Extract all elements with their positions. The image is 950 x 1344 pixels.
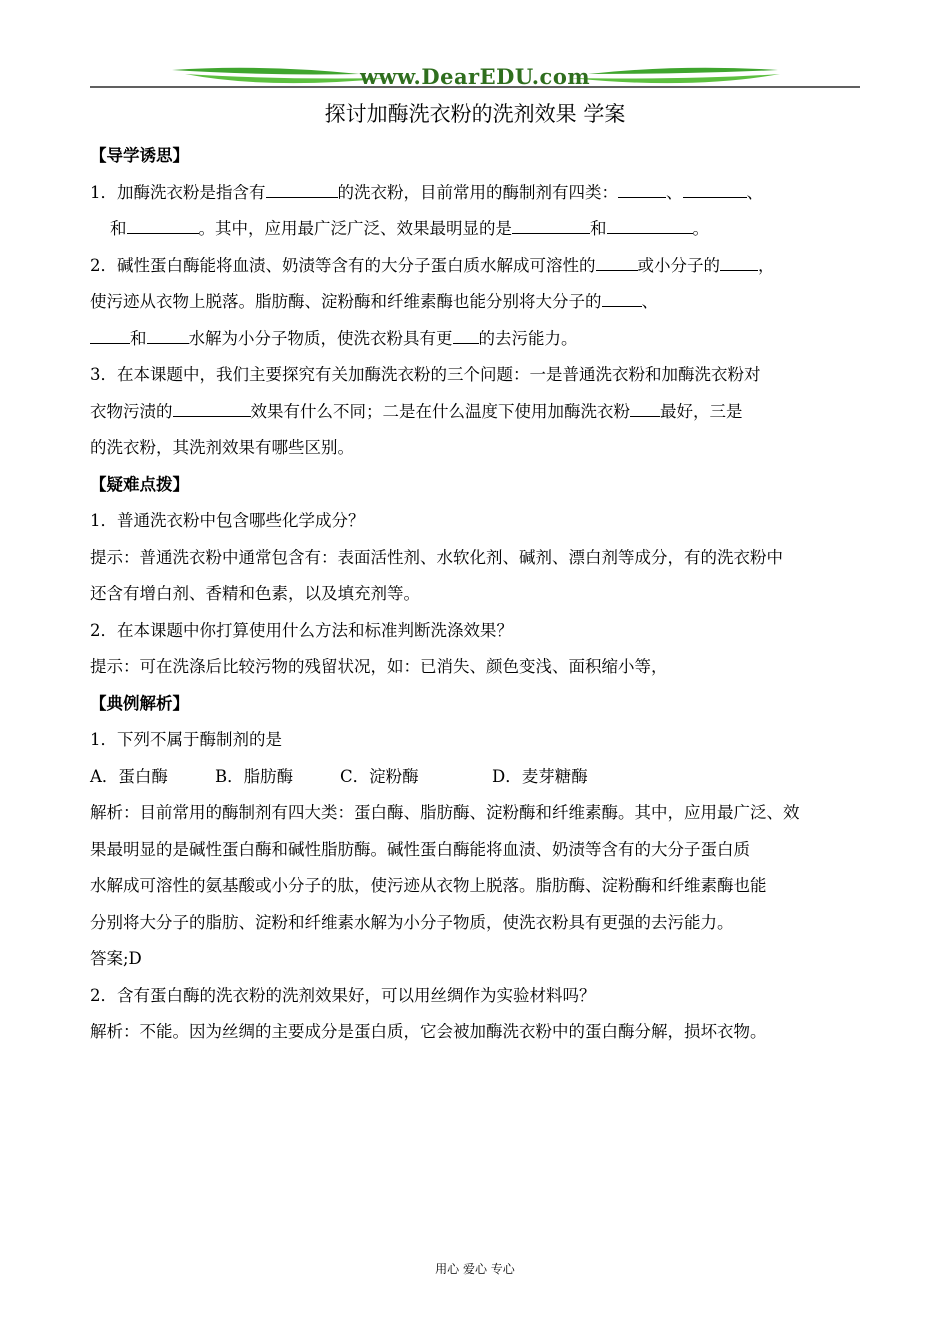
- site-logo-text: www.DearEDU.com: [359, 64, 591, 89]
- section-heading-examples: 【典例解析】: [90, 693, 189, 713]
- example-1-analysis-line-3: 水解成可溶性的氨基酸或小分子的肽，使污迹从衣物上脱落。脂肪酶、淀粉酶和纤维素酶也能: [90, 876, 767, 895]
- question-1-line-1: 1．加酶洗衣粉是指含有 的洗衣粉，目前常用的酶制剂有四类： 、 、: [90, 182, 763, 202]
- page-title: 探讨加酶洗衣粉的洗剂效果 学案: [324, 102, 626, 126]
- example-question-2: 2．含有蛋白酶的洗衣粉的洗剂效果好，可以用丝绸作为实验材料吗？: [90, 985, 596, 1005]
- example-1-analysis-line-2: 果最明显的是碱性蛋白酶和碱性脂肪酶。碱性蛋白酶能将血渍、奶渍等含有的大分子蛋白质: [90, 839, 750, 859]
- difficulty-question-2: 2．在本课题中你打算使用什么方法和标准判断洗涤效果？: [90, 620, 513, 640]
- fill-blank: [147, 329, 189, 344]
- difficulty-hint-2: 提示：可在洗涤后比较污物的残留状况，如：已消失、颜色变浅、面积缩小等，: [90, 657, 668, 676]
- fill-blank: [720, 256, 758, 271]
- example-1-analysis-line-1: 解析：目前常用的酶制剂有四大类：蛋白酶、脂肪酶、淀粉酶和纤维素酶。其中，应用最广泛、效: [90, 803, 800, 822]
- example-1-options: [90, 759, 865, 796]
- fill-blank: [90, 329, 130, 344]
- option-d: D．麦芽糖酶: [492, 766, 588, 786]
- fill-blank: [607, 219, 693, 234]
- example-question-1: 1．下列不属于酶制剂的是: [90, 730, 282, 749]
- page-header: [90, 60, 860, 92]
- fill-blank: [453, 329, 479, 344]
- page-footer: 用心 爱心 专心: [435, 1262, 515, 1276]
- example-1-analysis-line-4: 分别将大分子的脂肪、淀粉和纤维素水解为小分子物质，使洗衣粉具有更强的去污能力。: [90, 912, 734, 932]
- difficulty-question-1: 1．普通洗衣粉中包含哪些化学成分？: [90, 511, 365, 530]
- option-c: C．淀粉酶: [340, 766, 419, 786]
- question-1-line-2: 和 。其中，应用最广泛广泛、效果最明显的是 和 。: [110, 219, 709, 238]
- question-2-line-2: 使污迹从衣物上脱落。脂肪酶、淀粉酶和纤维素酶也能分别将大分子的 、: [90, 292, 658, 311]
- fill-blank: [127, 219, 199, 234]
- fill-blank: [512, 219, 590, 234]
- question-3-line-1: 3．在本课题中，我们主要探究有关加酶洗衣粉的三个问题：一是普通洗衣粉和加酶洗衣粉对: [90, 365, 761, 384]
- fill-blank: [596, 256, 638, 271]
- fill-blank: [618, 183, 666, 198]
- fill-blank: [683, 183, 747, 198]
- example-2-analysis: 解析：不能。因为丝绸的主要成分是蛋白质，它会被加酶洗衣粉中的蛋白酶分解，损坏衣物。: [90, 1022, 767, 1041]
- option-b: B．脂肪酶: [215, 766, 294, 786]
- question-2-line-3: 和 水解为小分子物质，使洗衣粉具有更 的去污能力。: [90, 321, 865, 358]
- fill-blank: [266, 183, 338, 198]
- question-3-line-2: 衣物污渍的 效果有什么不同；二是在什么温度下使用加酶洗衣粉 最好，三是: [90, 401, 743, 421]
- question-3-line-3: 的洗衣粉，其洗剂效果有哪些区别。: [90, 438, 354, 457]
- fill-blank: [173, 402, 251, 417]
- section-heading-guide: 【导学诱思】: [90, 146, 189, 165]
- section-heading-difficulty: 【疑难点拨】: [90, 474, 189, 494]
- difficulty-hint-1-line-1: 提示：普通洗衣粉中通常包含有：表面活性剂、水软化剂、碱剂、漂白剂等成分，有的洗衣粉中: [90, 547, 783, 567]
- question-2-line-1: 2．碱性蛋白酶能将血渍、奶渍等含有的大分子蛋白质水解成可溶性的 或小分子的 ，: [90, 255, 775, 275]
- fill-blank: [630, 402, 660, 417]
- option-a: A．蛋白酶: [90, 766, 168, 786]
- difficulty-hint-1-line-2: 还含有增白剂、香精和色素，以及填充剂等。: [90, 584, 420, 603]
- example-1-answer: 答案;D: [90, 949, 142, 968]
- document-body: [90, 138, 865, 1051]
- fill-blank: [602, 292, 642, 307]
